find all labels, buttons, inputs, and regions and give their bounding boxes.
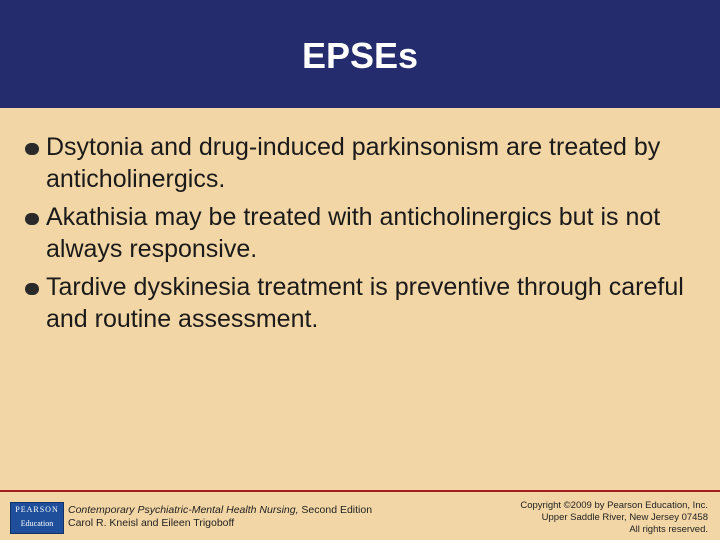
pearson-logo xyxy=(10,502,64,534)
book-title: Contemporary Psychiatric-Mental Health Nursing, xyxy=(68,504,299,516)
copyright-line-1: Copyright ©2009 by Pearson Education, Inc. xyxy=(520,500,708,511)
bullet-item xyxy=(22,271,712,335)
book-authors: Carol R. Kneisl and Eileen Trigoboff xyxy=(68,517,235,529)
bullet-text: Tardive dyskinesia treatment is preventive through careful and routine assessment. xyxy=(46,273,684,333)
bullet-item xyxy=(22,131,712,195)
bullet-text: Akathisia may be treated with anticholinergics but is not always responsive. xyxy=(46,203,661,263)
slide-title: EPSEs xyxy=(301,35,419,76)
title-bar xyxy=(0,0,720,108)
logo-bottom-text: Education xyxy=(20,519,54,528)
copyright-line-2: Upper Saddle River, New Jersey 07458 xyxy=(541,512,708,523)
logo-top-text: PEARSON xyxy=(15,505,59,514)
copyright-notice xyxy=(468,500,708,536)
book-citation xyxy=(68,504,372,530)
book-edition: Second Edition xyxy=(298,504,373,516)
footer-divider xyxy=(0,490,720,492)
bullet-list xyxy=(22,131,712,341)
bullet-text: Dsytonia and drug-induced parkinsonism are treated by anticholinergics. xyxy=(46,133,661,193)
bullet-icon xyxy=(25,213,39,225)
bullet-icon xyxy=(25,143,39,155)
bullet-item xyxy=(22,201,712,265)
bullet-icon xyxy=(25,283,39,295)
copyright-line-3: All rights reserved. xyxy=(629,524,708,535)
